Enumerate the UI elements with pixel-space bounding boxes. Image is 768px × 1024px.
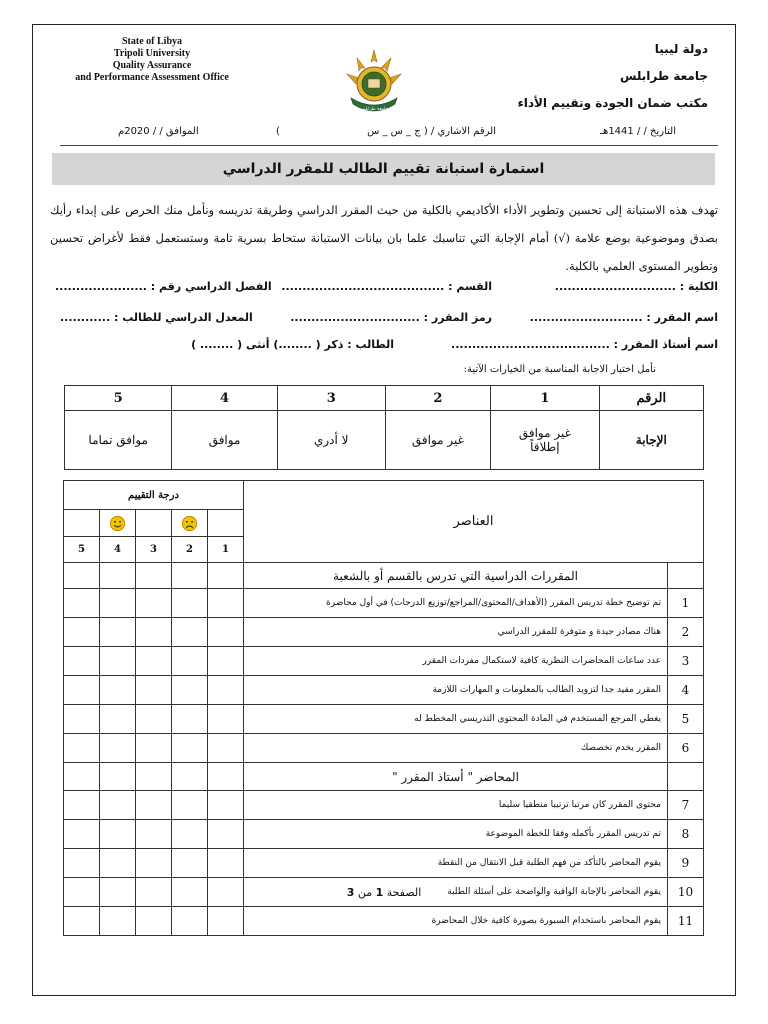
rating-cell[interactable]	[208, 820, 244, 849]
header-en-line: and Performance Assessment Office	[75, 72, 229, 83]
rating-cell[interactable]	[136, 734, 172, 763]
item-number: 3	[668, 647, 704, 676]
header-ar-line: دولة ليبيا	[654, 42, 708, 56]
rating-cell[interactable]	[172, 563, 208, 589]
scale-answer: موافق تماما	[65, 411, 172, 470]
rating-cell[interactable]	[100, 791, 136, 820]
rating-cell[interactable]	[208, 563, 244, 589]
rating-cell[interactable]	[136, 589, 172, 618]
item-text: عدد ساعات المحاضرات النظرية كافية لاستكمال مفردات المقرر	[244, 647, 668, 676]
ref-gregorian: الموافق / / 2020م	[118, 126, 199, 137]
rating-cell[interactable]	[172, 589, 208, 618]
scale-answer: موافق	[172, 411, 277, 470]
scale-num: 1	[491, 386, 600, 411]
gender-field[interactable]: الطالب : ذكر ( ........) أنثى ( ........ )	[191, 338, 394, 351]
item-number: 6	[668, 734, 704, 763]
rating-cell[interactable]	[208, 589, 244, 618]
table-row	[64, 791, 704, 820]
header-arabic	[518, 36, 708, 117]
header-en-line: Quality Assurance	[112, 60, 192, 71]
intro-paragraph: تهدف هذه الاستبانة إلى تحسين وتطوير الأداء الأكاديمي بالكلية من حيث المقرر الدراسي وطريقة تدريسه ونأمل منك الحرص على إبداء رأيك بصدق وموضوعية بوضع علامة (√) أمام الإجابة التي تناسبك علما بان بيانات الاستبانة ستحاط بسرية تامة وستستعمل فقط لأغراض تحسين وتطوير المستوى العلمي بالكلية.	[50, 203, 718, 273]
ref-date: التاريخ / / 1441هـ	[600, 126, 676, 137]
rating-cell[interactable]	[172, 647, 208, 676]
table-row	[64, 705, 704, 734]
ref-number: الرقم الاشاري / ( ج _ س _ س	[367, 126, 496, 137]
rating-cell[interactable]	[136, 763, 172, 791]
rating-number: 3	[136, 537, 172, 563]
item-text: يقوم المحاضر باستخدام السبورة بصورة كافية خلال المحاضرة	[244, 907, 668, 936]
rating-cell[interactable]	[208, 734, 244, 763]
form-title: استمارة استبانة تقييم الطالب للمقرر الدراسي	[52, 153, 715, 185]
sad-cell	[172, 510, 208, 537]
rating-cell[interactable]	[208, 849, 244, 878]
item-number: 1	[668, 589, 704, 618]
rating-number: 2	[172, 537, 208, 563]
table-row	[64, 734, 704, 763]
rating-cell[interactable]	[208, 907, 244, 936]
rating-cell[interactable]	[172, 705, 208, 734]
item-text: تم تدريس المقرر بأكمله وفقا للخطة الموضوعة	[244, 820, 668, 849]
empty-cell	[668, 563, 704, 589]
section-heading: المحاضر " أستاذ المقرر "	[244, 763, 668, 791]
item-number: 10	[668, 878, 704, 907]
scale-num-label: الرقم	[599, 386, 703, 411]
rating-cell[interactable]	[136, 647, 172, 676]
header-ar-line: جامعة طرابلس	[619, 69, 708, 83]
logo-text: جامعة طرابلس	[359, 107, 389, 112]
rating-cell[interactable]	[64, 647, 100, 676]
empty-cell	[136, 510, 172, 537]
happy-cell	[100, 510, 136, 537]
footer-total: 3	[346, 886, 355, 899]
ref-paren: )	[276, 126, 280, 137]
rating-cell[interactable]	[100, 705, 136, 734]
sad-face-icon	[181, 515, 198, 532]
college-field[interactable]: الكلية : .............................	[554, 280, 718, 293]
rating-cell[interactable]	[100, 676, 136, 705]
university-logo-icon	[339, 48, 409, 122]
rating-cell[interactable]	[172, 820, 208, 849]
item-text: محتوى المقرر كان مرتبا ترتيبا منطقيا سليما	[244, 791, 668, 820]
rating-cell[interactable]	[100, 647, 136, 676]
answer-scale-table	[64, 385, 704, 470]
footer-page: 1	[375, 886, 384, 899]
section-heading: المقررات الدراسية التي تدرس بالقسم أو بالشعبة	[244, 563, 668, 589]
item-number: 5	[668, 705, 704, 734]
scale-num: 4	[172, 386, 277, 411]
rating-cell[interactable]	[172, 618, 208, 647]
item-number: 8	[668, 820, 704, 849]
rating-cell[interactable]	[64, 676, 100, 705]
header-ar-line: مكتب ضمان الجودة وتقييم الأداء	[517, 96, 708, 110]
scale-answer-label: الإجابة	[599, 411, 703, 470]
rating-cell[interactable]	[64, 820, 100, 849]
page-footer	[0, 886, 768, 899]
table-row	[64, 676, 704, 705]
rating-cell[interactable]	[64, 763, 100, 791]
scale-answer: لا أدري	[277, 411, 385, 470]
course-code-field[interactable]: رمز المقرر : ...............................	[290, 311, 492, 324]
rating-cell[interactable]	[100, 589, 136, 618]
rating-cell[interactable]	[172, 763, 208, 791]
rating-cell[interactable]	[100, 734, 136, 763]
rating-cell[interactable]	[64, 618, 100, 647]
rating-cell[interactable]	[64, 734, 100, 763]
item-number: 4	[668, 676, 704, 705]
rating-cell[interactable]	[64, 589, 100, 618]
rating-header: درجة التقييم	[64, 481, 244, 510]
rating-cell[interactable]	[172, 791, 208, 820]
rating-cell[interactable]	[172, 734, 208, 763]
item-number: 11	[668, 907, 704, 936]
rating-cell[interactable]	[136, 791, 172, 820]
rating-cell[interactable]	[208, 676, 244, 705]
rating-cell[interactable]	[208, 705, 244, 734]
rating-cell[interactable]	[136, 676, 172, 705]
rating-cell[interactable]	[172, 907, 208, 936]
divider	[60, 145, 718, 146]
rating-cell[interactable]	[136, 705, 172, 734]
empty-cell	[668, 763, 704, 791]
item-number: 2	[668, 618, 704, 647]
rating-cell[interactable]	[136, 907, 172, 936]
rating-cell[interactable]	[136, 849, 172, 878]
item-text: يقوم المحاضر بالإجابة الوافية والواضحة على أسئلة الطلبة	[244, 878, 668, 907]
rating-cell[interactable]	[100, 563, 136, 589]
item-number: 9	[668, 849, 704, 878]
rating-cell[interactable]	[64, 907, 100, 936]
happy-face-icon	[109, 515, 126, 532]
scale-num: 2	[385, 386, 490, 411]
rating-number: 4	[100, 537, 136, 563]
rating-number: 5	[64, 537, 100, 563]
rating-cell[interactable]	[136, 563, 172, 589]
item-text: المقرر يخدم تخصصك	[244, 734, 668, 763]
rating-cell[interactable]	[64, 563, 100, 589]
table-row	[64, 589, 704, 618]
rating-cell[interactable]	[64, 849, 100, 878]
section1-items	[64, 589, 704, 763]
item-text: يقوم المحاضر بالتأكد من فهم الطلبة قبل الانتقال من النقطة	[244, 849, 668, 878]
header-en-line: State of Libya	[122, 36, 182, 47]
rating-cell[interactable]	[172, 676, 208, 705]
rating-cell[interactable]	[100, 820, 136, 849]
rating-cell[interactable]	[100, 907, 136, 936]
rating-cell[interactable]	[100, 618, 136, 647]
items-header: العناصر	[244, 481, 704, 563]
header-en-line: Tripoli University	[113, 48, 191, 59]
header-english	[52, 36, 252, 84]
rating-cell[interactable]	[136, 618, 172, 647]
empty-cell	[64, 510, 100, 537]
rating-cell[interactable]	[64, 791, 100, 820]
footer-mid: من	[357, 886, 373, 899]
rating-cell[interactable]	[136, 820, 172, 849]
empty-cell	[208, 510, 244, 537]
rating-cell[interactable]	[64, 705, 100, 734]
instructor-field[interactable]: اسم أستاذ المقرر : ......................................	[451, 338, 718, 351]
rating-number: 1	[208, 537, 244, 563]
item-number: 7	[668, 791, 704, 820]
item-text: تم توضيح خطة تدريس المقرر (الأهداف/المحتوى/المراجع/توزيع الدرجات) في أول محاضرة	[244, 589, 668, 618]
footer-prefix: الصفحة	[386, 886, 422, 899]
department-field[interactable]: القسم : .......................................	[281, 280, 492, 293]
table-row	[64, 618, 704, 647]
rating-cell[interactable]	[208, 763, 244, 791]
evaluation-table	[63, 480, 704, 936]
item-text: يغطي المرجع المستخدم في المادة المحتوى التدريسي المخطط له	[244, 705, 668, 734]
item-text: هناك مصادر جيدة و متوفرة للمقرر الدراسي	[244, 618, 668, 647]
rating-cell[interactable]	[100, 763, 136, 791]
scale-num: 3	[277, 386, 385, 411]
choose-instruction: نأمل اختيار الاجابة المناسبة من الخيارات الآتية:	[463, 364, 656, 375]
scale-num: 5	[65, 386, 172, 411]
table-row	[64, 907, 704, 936]
scale-answer: غير موافق إطلاقاً	[491, 411, 600, 470]
table-row	[64, 820, 704, 849]
rating-cell[interactable]	[208, 791, 244, 820]
rating-cell[interactable]	[100, 849, 136, 878]
gpa-field[interactable]: المعدل الدراسي للطالب : ............	[60, 311, 253, 324]
scale-answer: غير موافق	[385, 411, 490, 470]
table-row	[64, 647, 704, 676]
semester-field[interactable]: الفصل الدراسي رقم : ......................	[55, 280, 272, 293]
item-text: المقرر مفيد جدا لتزويد الطالب بالمعلومات و المهارات اللازمة	[244, 676, 668, 705]
rating-cell[interactable]	[208, 618, 244, 647]
course-name-field[interactable]: اسم المقرر : ...........................	[529, 311, 718, 324]
rating-cell[interactable]	[208, 647, 244, 676]
section2-items	[64, 791, 704, 936]
rating-cell[interactable]	[172, 849, 208, 878]
table-row	[64, 849, 704, 878]
